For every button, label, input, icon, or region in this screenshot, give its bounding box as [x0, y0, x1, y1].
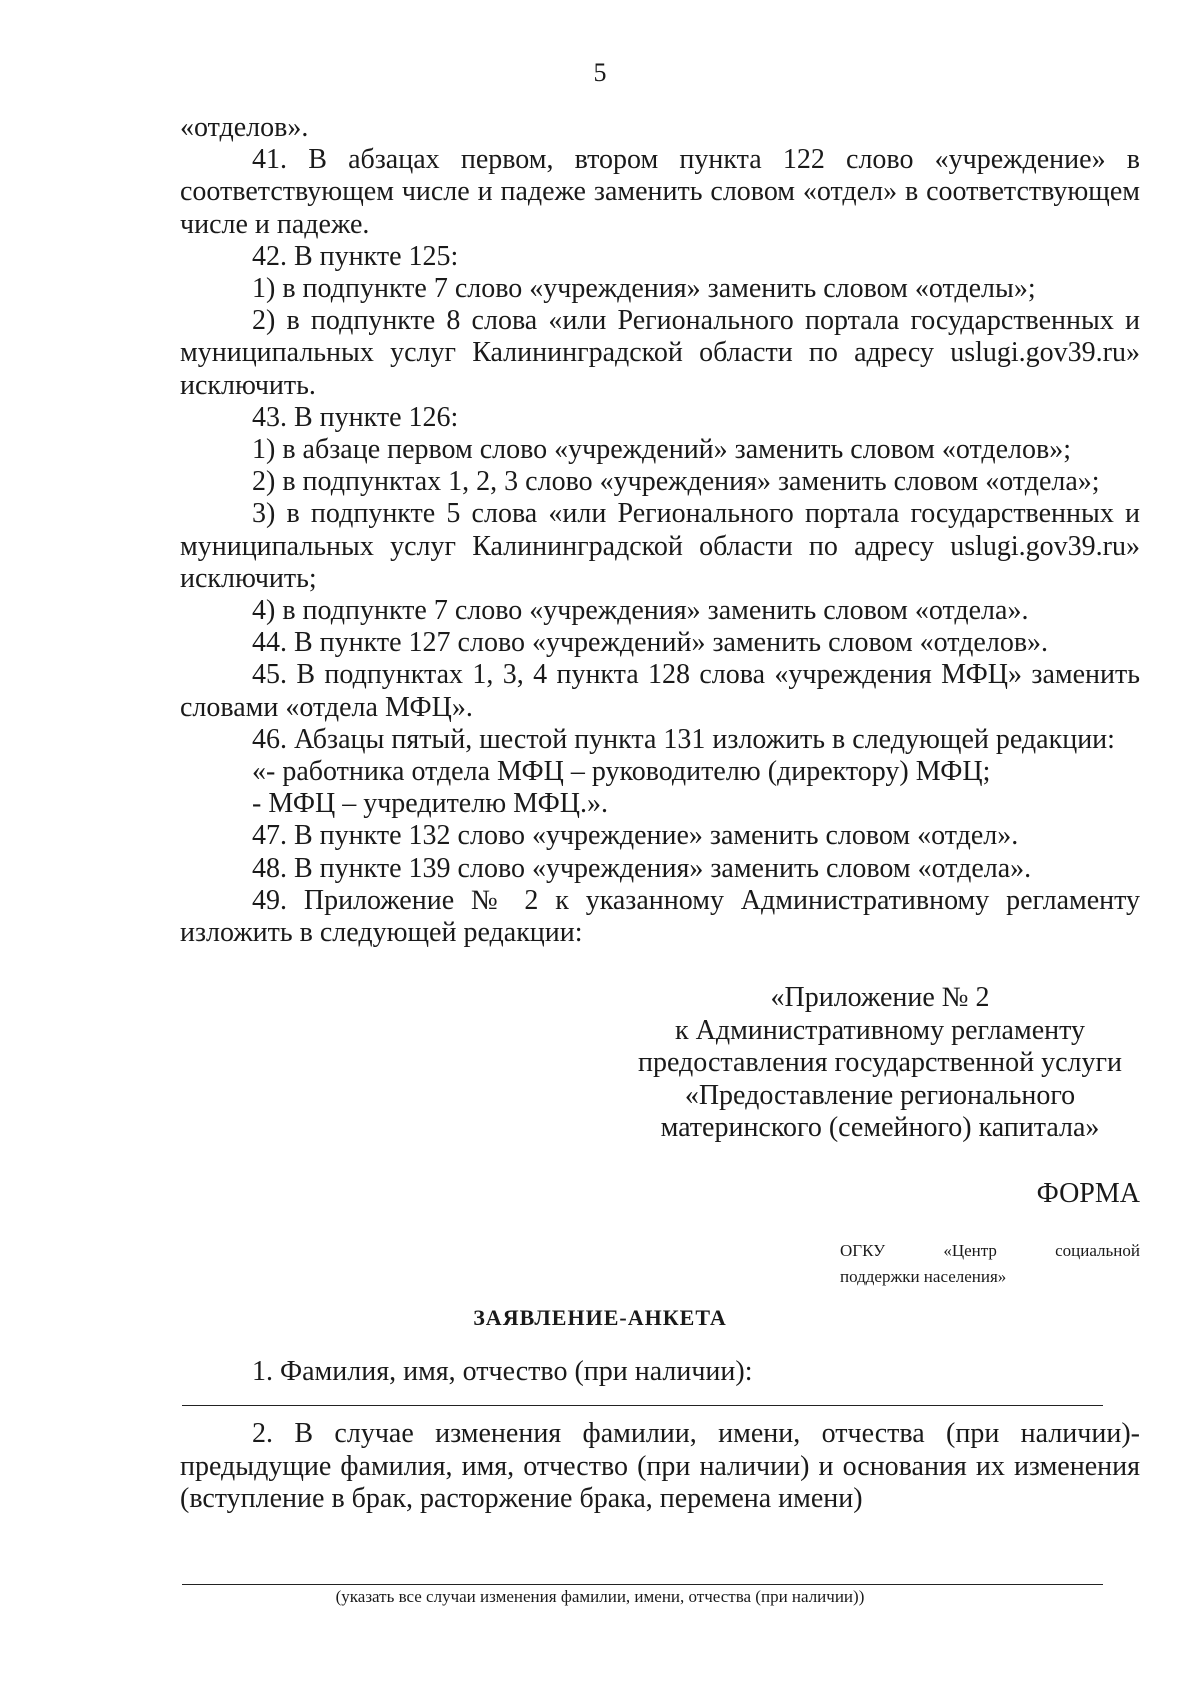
paragraph: 43. В пункте 126:	[252, 401, 459, 433]
org-word: «Центр	[943, 1241, 997, 1260]
paragraph: 42. В пункте 125:	[252, 240, 459, 272]
form-title: ЗАЯВЛЕНИЕ-АНКЕТА	[473, 1305, 727, 1330]
question-1: 1. Фамилия, имя, отчество (при наличии):	[252, 1356, 753, 1387]
paragraph: 47. В пункте 132 слово «учреждение» заменить словом «отдел».	[252, 820, 1019, 852]
org-line-1	[840, 1238, 1140, 1264]
paragraph: 45. В подпунктах 1, 3, 4 пункта 128 слова «учреждения МФЦ» заменить словами «отдела МФЦ».	[180, 659, 1140, 723]
paragraph: «- работника отдела МФЦ – руководителю (директору) МФЦ;	[252, 756, 991, 788]
org-line-2: поддержки населения»	[840, 1267, 1007, 1286]
paragraph: 1) в абзаце первом слово «учреждений» заменить словом «отделов»;	[252, 434, 1072, 466]
amendments-text	[180, 112, 1140, 949]
appendix-line: материнского (семейного) капитала»	[660, 1112, 1100, 1143]
answer-line-1	[182, 1405, 1103, 1406]
appendix-line: предоставления государственной услуги	[638, 1047, 1122, 1078]
paragraph: 4) в подпункте 7 слово «учреждения» заменить словом «отдела».	[252, 595, 1029, 627]
paragraph: 2) в подпунктах 1, 2, 3 слово «учреждения» заменить словом «отдела»;	[252, 466, 1100, 498]
paragraph: 3) в подпункте 5 слова «или Регионального портала государственных и муниципальных услуг Калининградской области по адресу uslugi.gov39.ru» исключить;	[180, 498, 1140, 594]
paragraph: 2) в подпункте 8 слова «или Регионального портала государственных и муниципальных услуг Калининградской области по адресу uslugi.gov39.ru» исключить.	[180, 305, 1140, 401]
paragraph: 49. Приложение № 2 к указанному Административному регламенту изложить в следующей редакции:	[180, 884, 1140, 949]
appendix-line: «Приложение № 2	[770, 982, 990, 1013]
form-label: ФОРМА	[1036, 1178, 1140, 1209]
paragraph: 48. В пункте 139 слово «учреждения» заменить словом «отдела».	[252, 852, 1032, 884]
paragraph: 41. В абзацах первом, втором пункта 122 слово «учреждение» в соответствующем числе и падеже заменить словом «отдел» в соответствующем числе и падеже.	[180, 144, 1140, 240]
paragraph: 46. Абзацы пятый, шестой пункта 131 изложить в следующей редакции:	[252, 723, 1115, 755]
appendix-line: «Предоставление регионального	[684, 1079, 1076, 1111]
recipient-organization	[840, 1238, 1140, 1290]
appendix-line: к Административному регламенту	[675, 1014, 1085, 1046]
paragraph: 1) в подпункте 7 слово «учреждения» заменить словом «отделы»;	[252, 273, 1036, 305]
page-number: 5	[593, 58, 607, 87]
paragraph: - МФЦ – учредителю МФЦ.».	[252, 788, 608, 820]
question-2-text: 2. В случае изменения фамилии, имени, отчества (при наличии)- предыдущие фамилия, имя, отчество (при наличии) и основания их изменения (вступление в брак, расторжение брака, перемена имени)	[180, 1418, 1140, 1514]
paragraph: «отделов».	[180, 112, 309, 143]
answer-line-2	[182, 1584, 1103, 1585]
appendix-header	[620, 982, 1140, 1145]
org-word: социальной	[1055, 1241, 1140, 1260]
question-2	[180, 1418, 1140, 1516]
paragraph: 44. В пункте 127 слово «учреждений» заменить словом «отделов».	[252, 627, 1049, 659]
org-word: ОГКУ	[840, 1241, 886, 1260]
answer-caption: (указать все случаи изменения фамилии, имени, отчества (при наличии))	[335, 1587, 865, 1606]
